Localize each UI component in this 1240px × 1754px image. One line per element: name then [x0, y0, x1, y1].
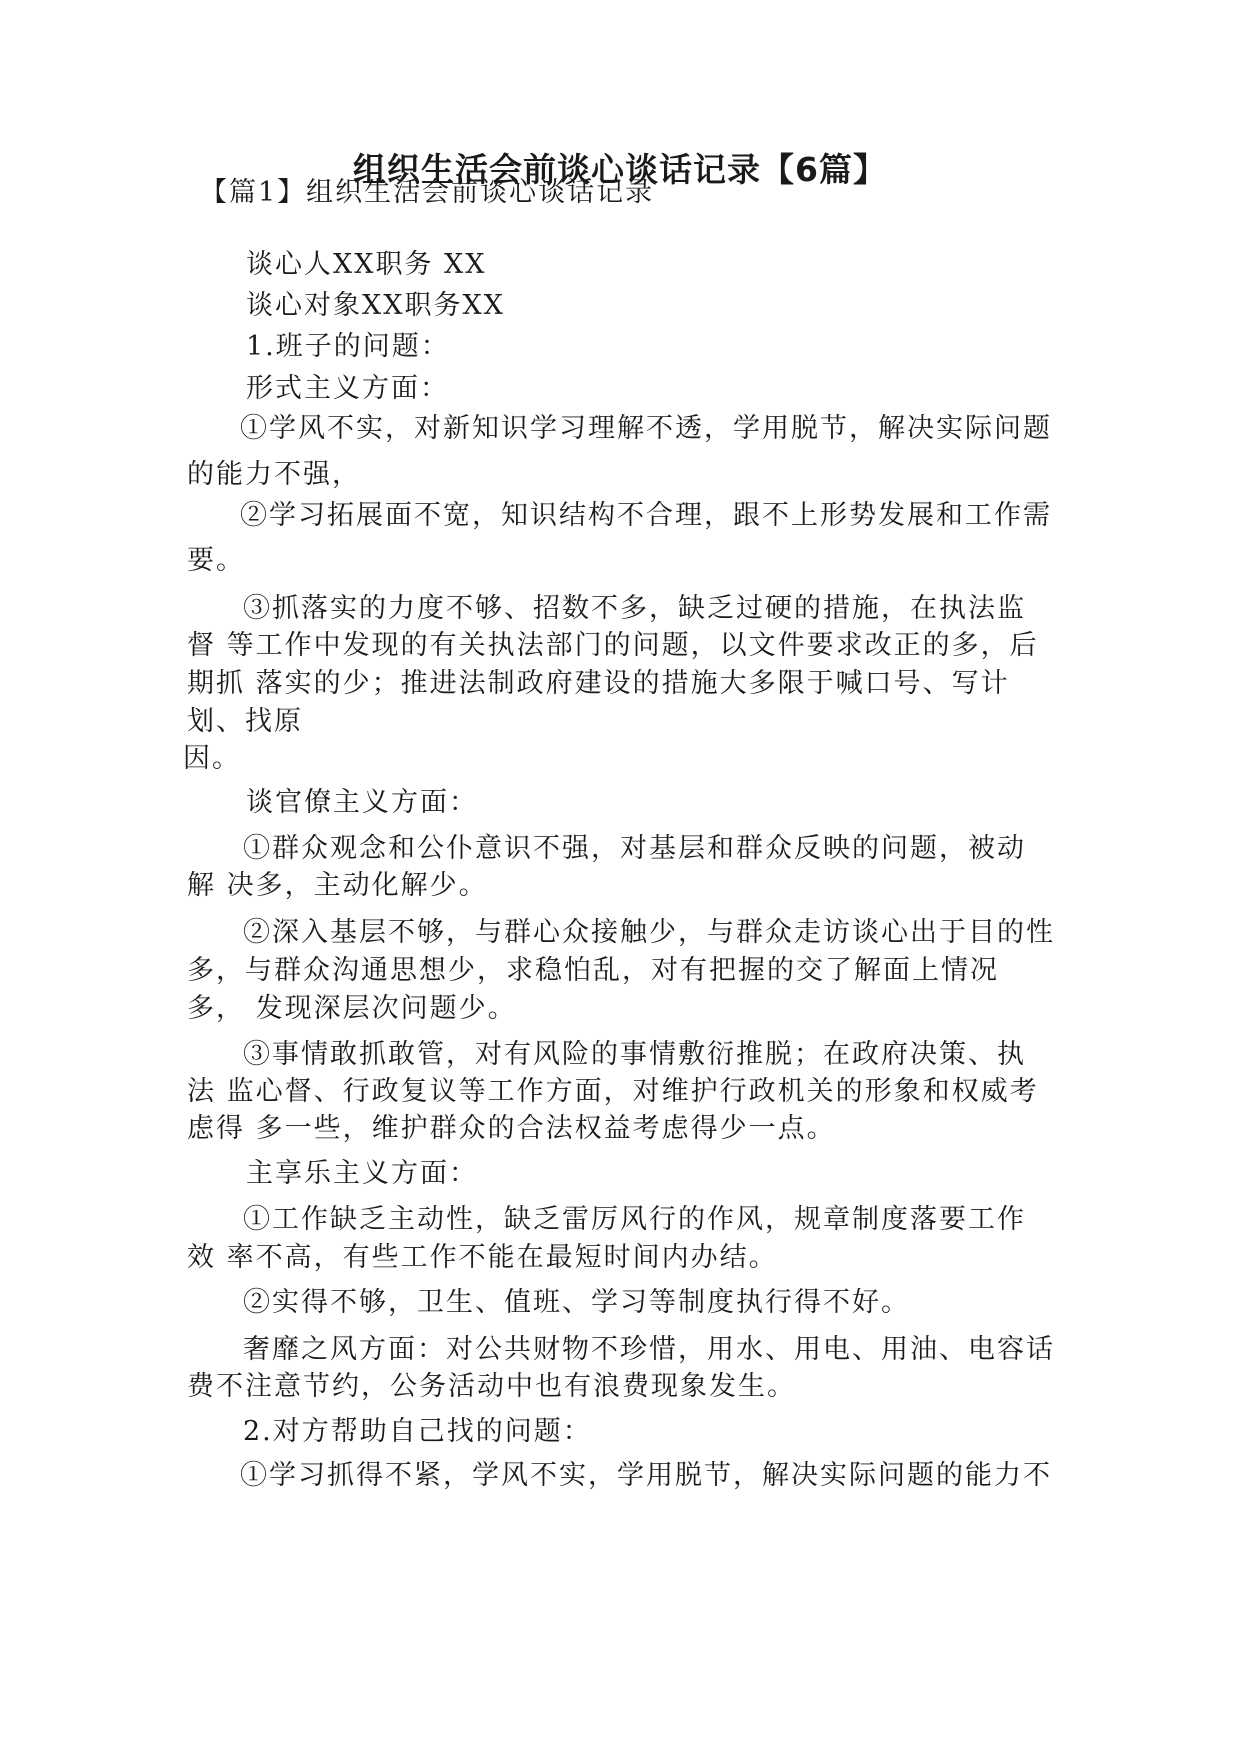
paragraph-line: 多，与群众沟通思想少，求稳怕乱，对有把握的交了解面上情况	[187, 955, 999, 986]
paragraph-line: 形式主义方面：	[246, 373, 449, 404]
paragraph-line: 要。	[187, 545, 245, 576]
paragraph-line: 划、找原	[187, 706, 303, 737]
paragraph-line: 谈官僚主义方面：	[246, 787, 478, 818]
paragraph-line: 解 决多，主动化解少。	[187, 870, 488, 901]
paragraph-line: 效 率不高，有些工作不能在最短时间内办结。	[187, 1242, 778, 1273]
paragraph-line: ③抓落实的力度不够、招数不多，缺乏过硬的措施，在执法监	[243, 593, 1026, 624]
paragraph-line: ③事情敢抓敢管，对有风险的事情敷衍推脱；在政府决策、执	[243, 1039, 1026, 1070]
paragraph-line: 1.班子的问题：	[246, 331, 450, 362]
paragraph-line: ②实得不够，卫生、值班、学习等制度执行得不好。	[243, 1287, 910, 1318]
paragraph-line: 虑得 多一些，维护群众的合法权益考虑得少一点。	[187, 1113, 836, 1144]
paragraph-line: 谈心人XX职务 XX	[246, 249, 487, 280]
paragraph-line: 多， 发现深层次问题少。	[187, 993, 517, 1024]
document-title: 组织生活会前谈心谈话记录【6篇】	[353, 150, 887, 189]
paragraph-line: 的能力不强，	[187, 459, 361, 490]
paragraph-line: 谈心对象XX职务XX	[246, 290, 505, 321]
paragraph-line: 费不注意节约，公务活动中也有浪费现象发生。	[187, 1371, 796, 1402]
paragraph-line: 因。	[183, 743, 241, 774]
paragraph-line: 奢靡之风方面：对公共财物不珍惜，用水、用电、用油、电容话	[243, 1334, 1055, 1365]
paragraph-line: 法 监心督、行政复议等工作方面，对维护行政机关的形象和权威考	[187, 1076, 1039, 1107]
paragraph-line: 督 等工作中发现的有关执法部门的问题，以文件要求改正的多，后	[187, 630, 1039, 661]
paragraph-line: 主享乐主义方面：	[246, 1158, 478, 1189]
paragraph-line: ①工作缺乏主动性，缺乏雷厉风行的作风，规章制度落要工作	[243, 1204, 1026, 1235]
paragraph-line: ①群众观念和公仆意识不强，对基层和群众反映的问题，被动	[243, 833, 1026, 864]
paragraph-line: 2.对方帮助自己找的问题：	[243, 1416, 592, 1447]
paragraph-line: ①学习抓得不紧，学风不实，学用脱节，解决实际问题的能力不	[240, 1460, 1052, 1491]
paragraph-line: ②学习拓展面不宽，知识结构不合理，跟不上形势发展和工作需	[240, 500, 1052, 531]
section-heading: 【篇1】组织生活会前谈心谈话记录	[200, 177, 655, 208]
paragraph-line: ①学风不实，对新知识学习理解不透，学用脱节，解决实际问题	[240, 413, 1052, 444]
paragraph-line: 期抓 落实的少；推进法制政府建设的措施大多限于喊口号、写计	[187, 668, 1010, 699]
paragraph-line: ②深入基层不够，与群心众接触少，与群众走访谈心出于目的性	[243, 917, 1055, 948]
